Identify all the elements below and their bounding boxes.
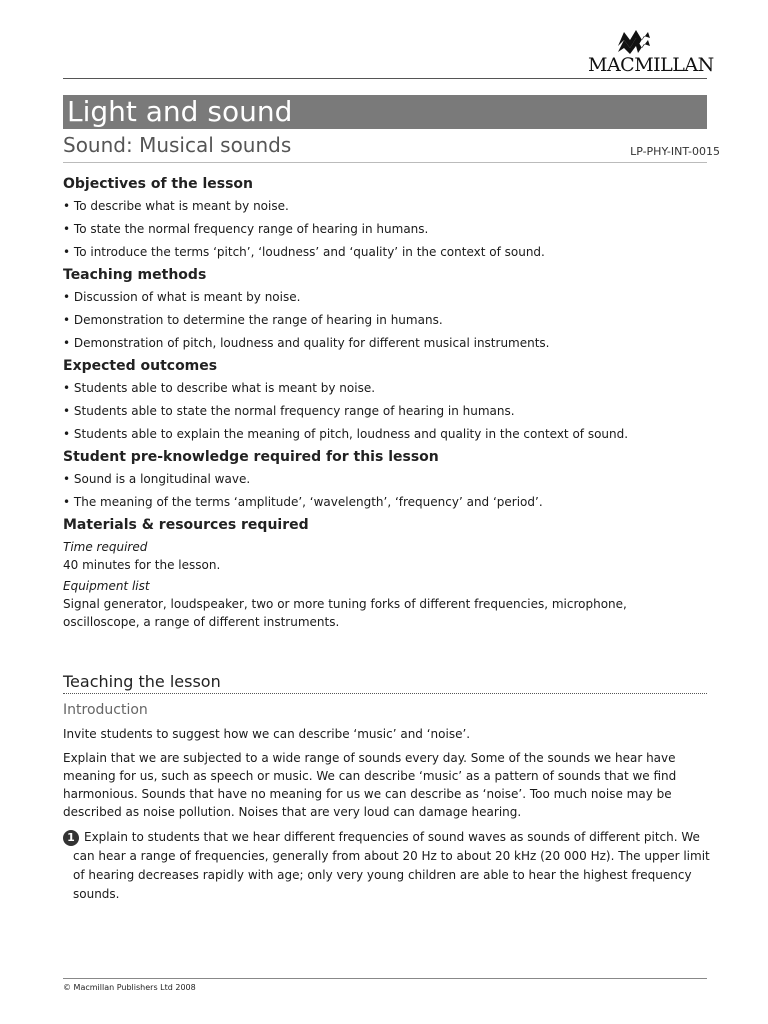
section-objectives (63, 176, 713, 260)
subtitle-divider (63, 162, 707, 163)
list-item: • Students able to state the normal frequency range of hearing in humans. (63, 403, 713, 419)
paragraph-line: harmonious. Sounds that have no meaning for us we can describe as ‘noise’. Too much noise may be (63, 787, 672, 801)
introduction-heading: Introduction (63, 702, 148, 718)
time-required-label: Time required (63, 540, 148, 554)
section-materials (63, 517, 713, 631)
paragraph-line: Explain that we are subjected to a wide range of sounds every day. Some of the sounds we hear have (63, 751, 676, 765)
step-number-badge: 1 (63, 830, 79, 846)
section-teaching-methods (63, 267, 713, 351)
list-item: • Students able to explain the meaning of pitch, loudness and quality in the context of sound. (63, 426, 713, 442)
step-line: Explain to students that we hear different frequencies of sound waves as sounds of different pitch. We (84, 830, 700, 844)
list-item: • Students able to describe what is meant by noise. (63, 380, 713, 396)
list-item: • Demonstration to determine the range of hearing in humans. (63, 312, 713, 328)
section-pre-knowledge (63, 449, 713, 510)
explanation-paragraph (63, 749, 713, 821)
paragraph-line: meaning for us, such as speech or music. We can describe ‘music’ as a pattern of sounds that we find (63, 769, 677, 783)
macmillan-logo (588, 26, 714, 76)
lesson-overview (63, 176, 713, 635)
logo-text: MACMILLAN (588, 54, 714, 76)
section-expected-outcomes (63, 358, 713, 442)
page-subtitle: Sound: Musical sounds (63, 133, 292, 157)
list-item: • Demonstration of pitch, loudness and quality for different musical instruments. (63, 335, 713, 351)
numbered-step (63, 828, 713, 904)
paragraph-line: described as noise pollution. Noises that are very loud can damage hearing. (63, 805, 522, 819)
top-divider (63, 78, 707, 79)
list-item: • To describe what is meant by noise. (63, 198, 713, 214)
equipment-list-line: Signal generator, loudspeaker, two or more tuning forks of different frequencies, microphone, (63, 597, 627, 611)
list-item: • Discussion of what is meant by noise. (63, 289, 713, 305)
list-item: • To state the normal frequency range of hearing in humans. (63, 221, 713, 237)
step-line: of hearing decreases rapidly with age; only very young children are able to hear the highest frequency (73, 868, 692, 882)
page-title: Light and sound (63, 95, 707, 129)
dotted-divider (63, 693, 707, 694)
section-heading: Objectives of the lesson (63, 176, 253, 192)
intro-paragraph: Invite students to suggest how we can describe ‘music’ and ‘noise’. (63, 727, 471, 741)
lesson-code: LP-PHY-INT-0015 (630, 145, 720, 158)
list-item: • The meaning of the terms ‘amplitude’, ‘wavelength’, ‘frequency’ and ‘period’. (63, 494, 713, 510)
macmillan-logo-icon (616, 26, 652, 54)
time-required-value: 40 minutes for the lesson. (63, 558, 221, 572)
list-item: • To introduce the terms ‘pitch’, ‘loudness’ and ‘quality’ in the context of sound. (63, 244, 713, 260)
equipment-list-line: oscilloscope, a range of different instruments. (63, 615, 340, 629)
step-line: can hear a range of frequencies, generally from about 20 Hz to about 20 kHz (20 000 Hz). The upper limit (73, 849, 710, 863)
section-heading: Materials & resources required (63, 517, 309, 533)
copyright-notice: © Macmillan Publishers Ltd 2008 (63, 983, 196, 992)
equipment-list-label: Equipment list (63, 579, 150, 593)
section-heading: Student pre-knowledge required for this lesson (63, 449, 439, 465)
footer-divider (63, 978, 707, 979)
step-line: sounds. (73, 887, 120, 901)
section-heading: Teaching methods (63, 267, 207, 283)
section-heading: Expected outcomes (63, 358, 218, 374)
teaching-heading: Teaching the lesson (63, 672, 221, 691)
list-item: • Sound is a longitudinal wave. (63, 471, 713, 487)
